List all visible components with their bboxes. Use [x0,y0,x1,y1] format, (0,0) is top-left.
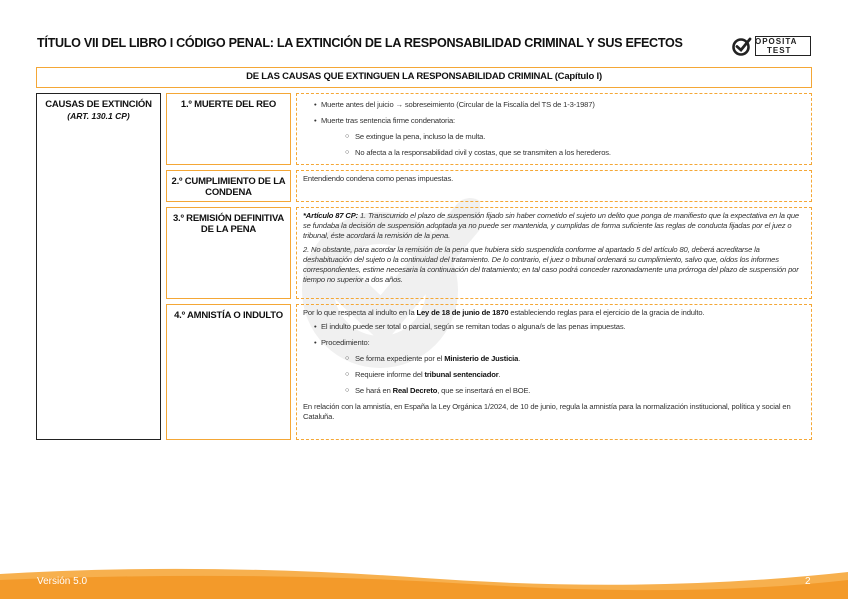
page-number: 2 [805,576,811,587]
check-circle-icon [731,35,753,57]
column-heading: CAUSAS DE EXTINCIÓN [45,99,152,110]
text: Se hará en [355,386,393,395]
list-item: • Muerte tras sentencia firme condenatoria: [303,116,805,126]
emphasis: tribunal sentenciador [424,370,499,379]
text: . [518,354,521,363]
section-heading: DE LAS CAUSAS QUE EXTINGUEN LA RESPONSABILIDAD CRIMINAL (Capítulo I) [36,67,812,88]
extinction-causes-column [36,93,161,440]
article-87-paragraph-1 [303,211,805,241]
content-amnesty-pardon [296,304,812,440]
footer-wave [0,560,848,599]
list-item: ○ Se extingue la pena, incluso la de multa. [303,132,805,142]
cause-amnesty-pardon: 4.º AMNISTÍA O INDULTO [166,304,291,440]
logo-word-top: OPOSITA [755,37,798,46]
text: Requiere informe del [355,370,425,379]
column-subheading: (ART. 130.1 CP) [67,111,130,121]
text: , que se insertará en el BOE. [437,386,531,395]
article-reference: *Artículo 87 CP: [303,211,358,220]
amnesty-paragraph: En relación con la amnistía, en España la Ley Orgánica 1/2024, de 10 de junio, regula la amnistía para la normalización institucional, política y social en Cataluña. [303,402,791,421]
list-item: • El indulto puede ser total o parcial, según se remitan todas o alguna/s de las penas impuestas. [303,322,805,332]
pardon-intro [303,308,805,318]
content-definitive-remission [296,207,812,299]
article-87-paragraph-2: 2. No obstante, para acordar la remisión de la pena que hubiera sido suspendida conforme al apartado 5 del artículo 80, deberá acreditarse la deshabituación del sujeto o la continuidad del tratamiento. De lo contrario, el juez o tribunal ordenará su cumplimiento, salvo que, oídos los informes correspondientes, estime necesaria la continuación del tratamiento; en tal caso podrá conceder razonadamente una prórroga del plazo de suspensión por tiempo no superior a dos años. [303,245,799,284]
page-title: TÍTULO VII DEL LIBRO I CÓDIGO PENAL: LA EXTINCIÓN DE LA RESPONSABILIDAD CRIMINAL Y SUS EFECTOS [37,36,683,50]
text: Se forma expediente por el [355,354,445,363]
text: . [498,370,501,379]
list-item [303,386,805,396]
logo-wordmark [755,37,797,55]
list-item: • Procedimiento: [303,338,805,348]
logo-word-bottom: TEST [767,46,792,55]
content-text: Entendiendo condena como penas impuestas. [303,174,454,183]
text: estableciendo reglas para el ejercicio de la gracia de indulto. [508,308,705,317]
version-label: Versión 5.0 [37,576,88,587]
list-item: • Muerte antes del juicio → sobreseimiento (Circular de la Fiscalía del TS de 1-3-1987) [303,100,805,110]
cause-sentence-served: 2.º CUMPLIMIENTO DE LA CONDENA [166,170,291,202]
content-death [296,93,812,165]
emphasis: Real Decreto [392,386,438,395]
emphasis: Ministerio de Justicia [444,354,519,363]
cause-death: 1.º MUERTE DEL REO [166,93,291,165]
list-item: ○ No afecta a la responsabilidad civil y costas, que se transmiten a los herederos. [303,148,805,158]
list-item [303,370,805,380]
list-item [303,354,805,364]
paragraph-text: 1. Transcurrido el plazo de suspensión fijado sin haber cometido el sujeto un delito que ponga de manifiesto que la expectativa en la que se fundaba la decisión de suspensión adoptada ya no puede ser mantenida, y cumplidas de forma suficiente las reglas de conducta fijadas por el juez o tribunal, éste acordará la remisión de la pena. [303,211,799,240]
law-reference: Ley de 18 de junio de 1870 [416,308,509,317]
oposita-test-logo [731,35,813,59]
content-sentence-served [296,170,812,202]
text: Por lo que respecta al indulto en la [303,308,417,317]
cause-definitive-remission: 3.º REMISIÓN DEFINITIVA DE LA PENA [166,207,291,299]
